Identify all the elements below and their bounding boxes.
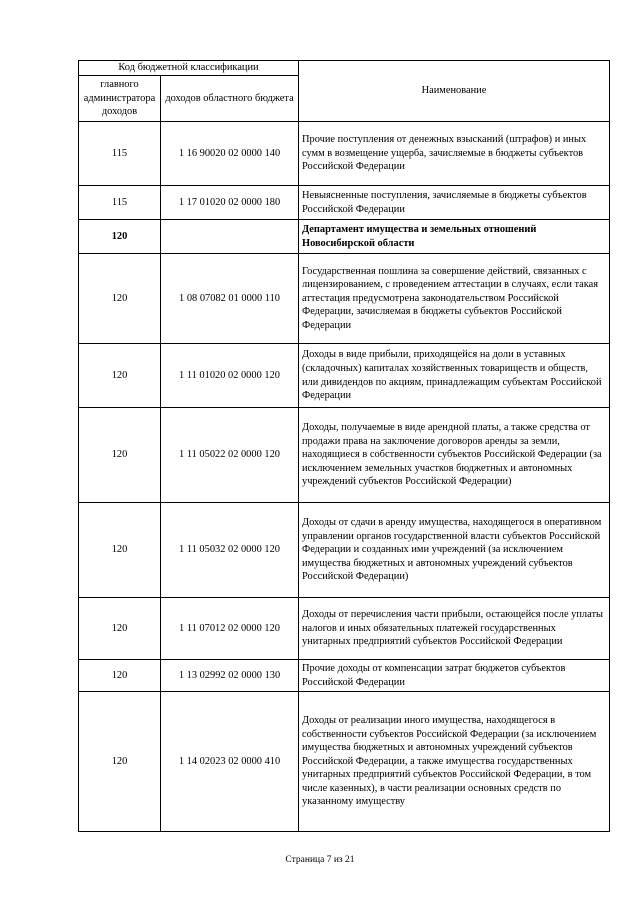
- revenue-code: 1 14 02023 02 0000 410: [161, 692, 299, 832]
- admin-code: 120: [79, 344, 161, 408]
- admin-code: 120: [79, 503, 161, 598]
- table-row: [79, 186, 610, 220]
- budget-classification-table: [78, 60, 610, 832]
- revenue-code: 1 08 07082 01 0000 110: [161, 254, 299, 344]
- department-name: Департамент имущества и земельных отношений Новосибирской области: [299, 220, 610, 254]
- revenue-code: 1 11 01020 02 0000 120: [161, 344, 299, 408]
- header-name: Наименование: [299, 61, 610, 122]
- table-row: [79, 692, 610, 832]
- admin-code: 120: [79, 598, 161, 660]
- admin-code: 120: [79, 220, 161, 254]
- revenue-name: Прочие поступления от денежных взысканий (штрафов) и иных сумм в возмещение ущерба, зачисляемые в бюджеты субъектов Российской Федерации: [299, 122, 610, 186]
- revenue-name: Доходы от перечисления части прибыли, остающейся после уплаты налогов и иных обязательных платежей государственных унитарных предприятий субъектов Российской Федерации: [299, 598, 610, 660]
- admin-code: 120: [79, 692, 161, 832]
- header-admin: главного администратора доходов: [79, 76, 161, 122]
- revenue-code: [161, 220, 299, 254]
- admin-code: 115: [79, 122, 161, 186]
- table-row: [79, 660, 610, 692]
- revenue-name: Доходы в виде прибыли, приходящейся на доли в уставных (складочных) капиталах хозяйственных товариществ и обществ, или дивидендов по акциям, принадлежащим субъектам Российской Федерации: [299, 344, 610, 408]
- table-header-row: [79, 61, 610, 76]
- admin-code: 115: [79, 186, 161, 220]
- revenue-name: Доходы, получаемые в виде арендной платы, а также средства от продажи права на заключение договоров аренды за земли, находящиеся в собственности субъектов Российской Федерации (за исключением земельных участков бюджетных и автономных учреждений субъектов Российской Федерации): [299, 408, 610, 503]
- revenue-name: Государственная пошлина за совершение действий, связанных с лицензированием, с проведением аттестации в случаях, если такая аттестация предусмотрена законодательством Российской Федерации, зачисляемая в бюджеты субъектов Российской Федерации: [299, 254, 610, 344]
- revenue-code: 1 11 07012 02 0000 120: [161, 598, 299, 660]
- table-row: [79, 503, 610, 598]
- revenue-code: 1 16 90020 02 0000 140: [161, 122, 299, 186]
- revenue-code: 1 11 05032 02 0000 120: [161, 503, 299, 598]
- header-code-group: Код бюджетной классификации: [79, 61, 299, 76]
- admin-code: 120: [79, 408, 161, 503]
- table-row: [79, 122, 610, 186]
- table-row: [79, 408, 610, 503]
- table-row-department: [79, 220, 610, 254]
- admin-code: 120: [79, 660, 161, 692]
- revenue-code: 1 11 05022 02 0000 120: [161, 408, 299, 503]
- revenue-code: 1 13 02992 02 0000 130: [161, 660, 299, 692]
- revenue-name: Доходы от сдачи в аренду имущества, находящегося в оперативном управлении органов государственной власти субъектов Российской Федерации и созданных ими учреждений (за исключением имущества бюджетных и автономных учреждений субъектов Российской Федерации): [299, 503, 610, 598]
- table-row: [79, 598, 610, 660]
- header-revenue: доходов областного бюджета: [161, 76, 299, 122]
- page-number: Страница 7 из 21: [285, 855, 355, 865]
- revenue-name: Прочие доходы от компенсации затрат бюджетов субъектов Российской Федерации: [299, 660, 610, 692]
- revenue-code: 1 17 01020 02 0000 180: [161, 186, 299, 220]
- table-row: [79, 344, 610, 408]
- revenue-name: Доходы от реализации иного имущества, находящегося в собственности субъектов Российской Федерации (за исключением имущества бюджетных и автономных учреждений субъектов Российской Федерации, а также имущества государственных унитарных предприятий субъектов Российской Федерации, в том числе казенных), в части реализации основных средств по указанному имуществу: [299, 692, 610, 832]
- table-row: [79, 254, 610, 344]
- admin-code: 120: [79, 254, 161, 344]
- revenue-name: Невыясненные поступления, зачисляемые в бюджеты субъектов Российской Федерации: [299, 186, 610, 220]
